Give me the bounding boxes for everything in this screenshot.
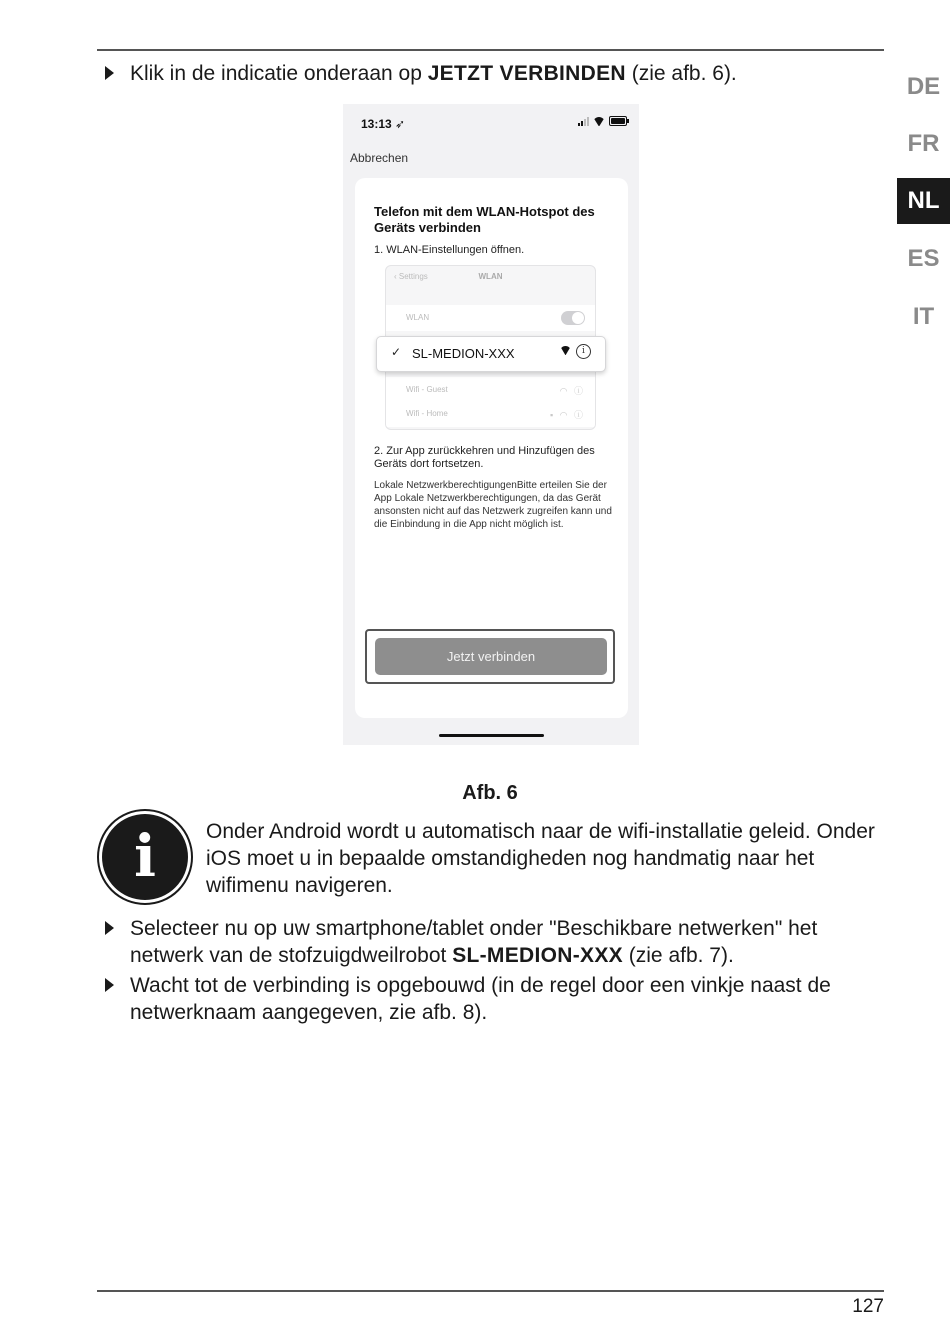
wlan-label: WLAN <box>406 313 430 322</box>
info-icon: i <box>97 809 193 905</box>
lang-tab-fr[interactable]: FR <box>907 130 940 157</box>
network-name: Wifi - Guest <box>406 385 448 394</box>
network-row-guest <box>386 377 595 403</box>
lock-wifi-info-icon: ▪ ◠ ⓘ <box>549 410 585 420</box>
step-select-network-text: Selecteer nu op uw smartphone/tablet onder "Beschikbare netwerken" het netwerk van de stofzuigdweilrobot SL-MEDION-XXX (zie afb. 7). <box>130 917 818 967</box>
page-number: 127 <box>852 1296 884 1317</box>
step-2-text: 2. Zur App zurückkehren und Hinzufügen des Geräts dort fortsetzen. <box>374 445 595 470</box>
wlan-toggle <box>561 311 585 325</box>
bullet-arrow-icon <box>105 66 114 80</box>
highlight-frame <box>365 629 615 684</box>
lang-tab-it[interactable]: IT <box>912 303 935 330</box>
wifi-info-icon: ◠ ⓘ <box>559 386 585 396</box>
step-wait-connection <box>105 972 875 1026</box>
connect-now-button[interactable]: Jetzt verbinden <box>375 638 607 675</box>
step-intro-text: Klik in de indicatie onderaan op JETZT VERBINDEN (zie afb. 6). <box>130 62 737 85</box>
wifi-status-icon <box>593 117 605 126</box>
checkmark-icon: ✓ <box>391 345 402 359</box>
lang-tab-de[interactable]: DE <box>906 73 941 100</box>
wlan-toggle-row <box>386 305 595 331</box>
info-circle-icon: i <box>576 344 591 359</box>
status-time: 13:13 ➶ <box>361 117 406 131</box>
top-rule <box>97 49 884 51</box>
figure-caption: Afb. 6 <box>462 782 518 804</box>
home-indicator <box>439 734 544 737</box>
step-wait-connection-text: Wacht tot de verbinding is opgebouwd (in de regel door een vinkje naast de netwerknaam aangegeven, zie afb. 8). <box>130 974 831 1024</box>
lang-tab-nl[interactable]: NL <box>897 178 950 224</box>
settings-back-link: ‹ Settings <box>394 272 428 281</box>
card-title: Telefon mit dem WLAN-Hotspot des Geräts verbinden <box>374 204 595 235</box>
bullet-arrow-icon <box>105 921 114 935</box>
step-intro <box>105 60 875 87</box>
wifi-icon <box>560 346 571 355</box>
permission-note: Lokale NetzwerkberechtigungenBitte erteilen Sie der App Lokale Netzwerkberechtigungen, da das Gerät ansonsten nicht auf das Netzwerk zugreifen kann und die Einbindung in die App nicht möglich ist. <box>374 480 612 530</box>
phone-screenshot <box>343 104 639 745</box>
step-select-network <box>105 915 875 969</box>
battery-icon <box>609 116 627 126</box>
network-row-home <box>386 401 595 427</box>
network-name: Wifi - Home <box>406 409 448 418</box>
bullet-arrow-icon <box>105 978 114 992</box>
bottom-rule <box>97 1290 884 1292</box>
cellular-signal-icon <box>578 117 589 126</box>
location-arrow-icon: ➶ <box>395 117 406 131</box>
selected-network-row <box>376 336 606 372</box>
lang-tab-es[interactable]: ES <box>907 245 940 272</box>
info-note-text: Onder Android wordt u automatisch naar de wifi-installatie geleid. Onder iOS moet u in bepaalde omstandigheden nog handmatig naar het wifimenu navigeren. <box>206 820 875 897</box>
wlan-header: WLAN <box>478 272 503 281</box>
cancel-link[interactable]: Abbrechen <box>350 151 409 165</box>
selected-network-name: SL-MEDION-XXX <box>412 346 515 361</box>
step-1-text: 1. WLAN-Einstellungen öffnen. <box>374 244 525 256</box>
status-icons <box>578 116 627 126</box>
